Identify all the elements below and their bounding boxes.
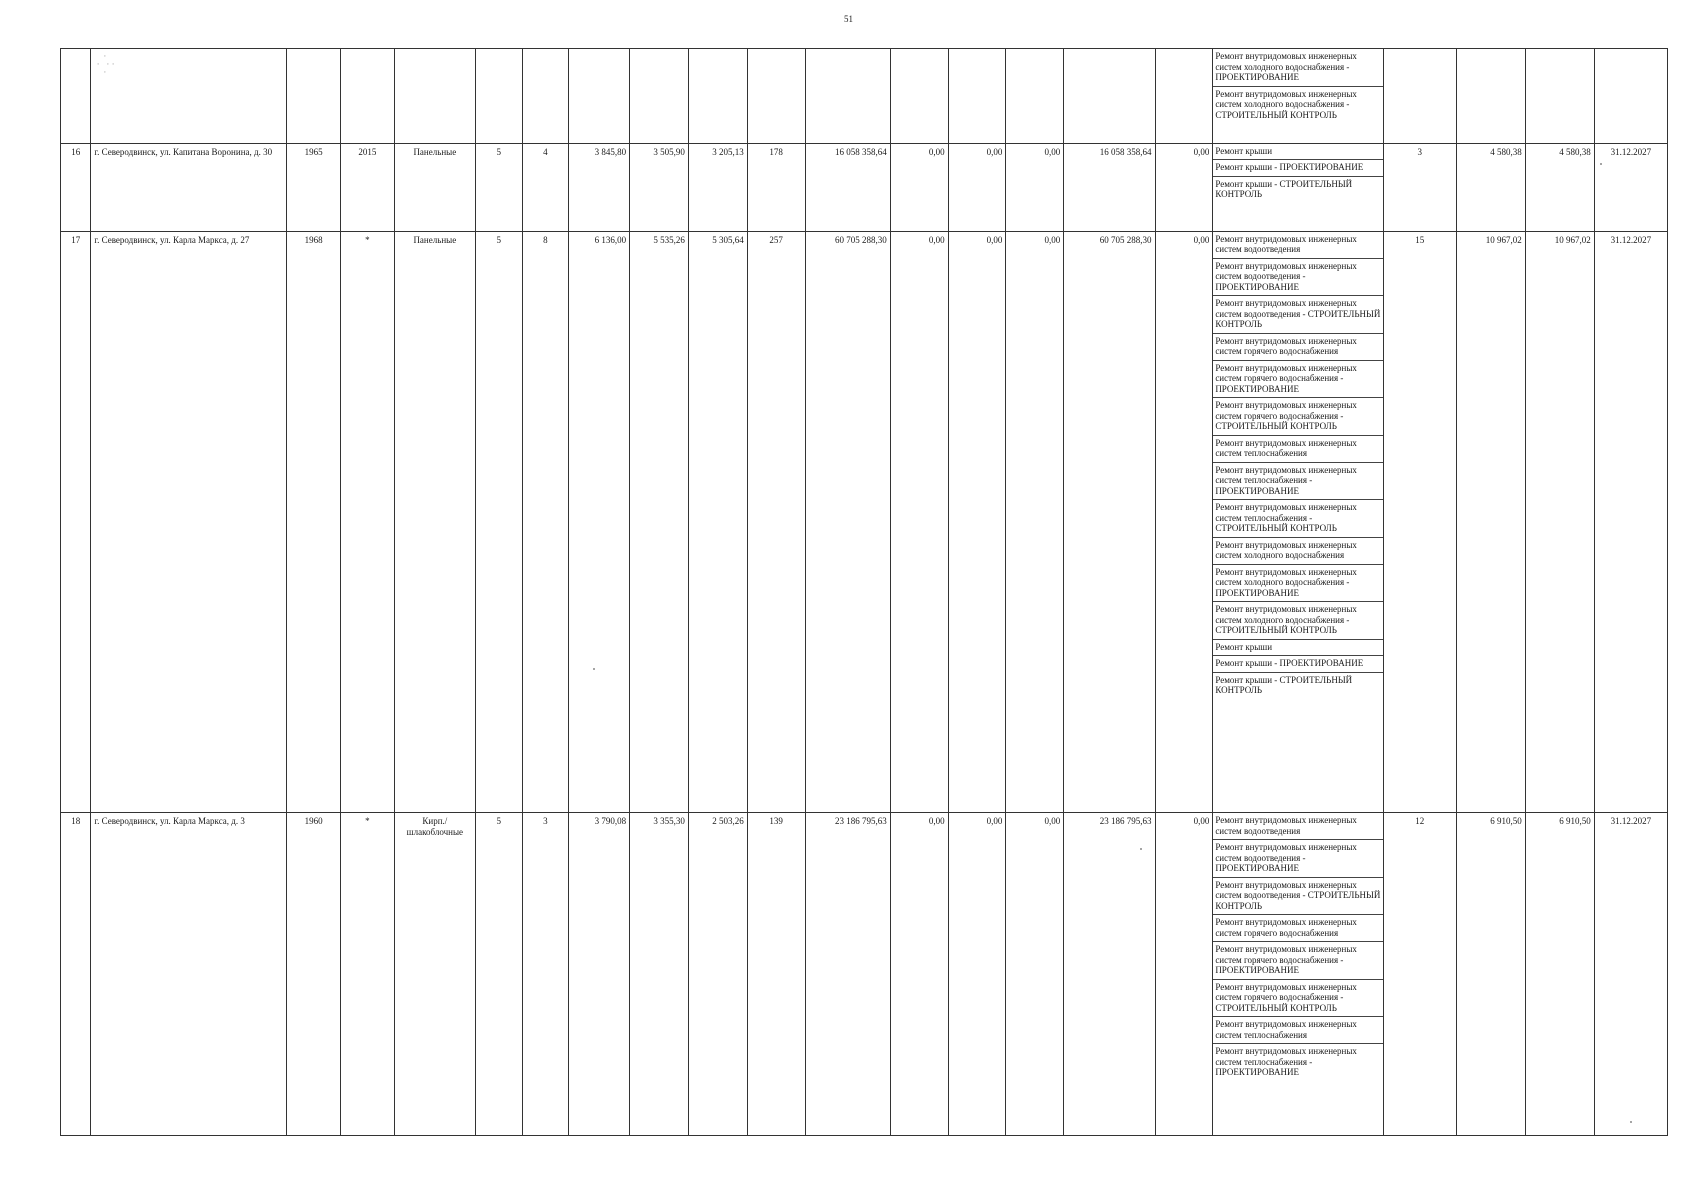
cost-total-cell: 23 186 795,63	[805, 813, 890, 1136]
address-cell: г. Северодвинск, ул. Карла Маркса, д. 27	[91, 231, 287, 813]
fund-local-cell: 0,00	[1006, 813, 1064, 1136]
work-item: Ремонт внутридомовых инженерных систем водоотведения - ПРОЕКТИРОВАНИЕ	[1213, 259, 1382, 297]
work-item: Ремонт внутридомовых инженерных систем теплоснабжения - ПРОЕКТИРОВАНИЕ	[1213, 463, 1382, 501]
max-unit-cost-cell: 4 580,38	[1525, 143, 1594, 231]
year-built-cell: 1960	[287, 813, 341, 1136]
work-item: Ремонт внутридомовых инженерных систем горячего водоснабжения - ПРОЕКТИРОВАНИЕ	[1213, 942, 1382, 980]
work-item: Ремонт внутридомовых инженерных систем холодного водоснабжения - СТРОИТЕЛЬНЫЙ КОНТРОЛЬ	[1213, 602, 1382, 640]
year-built-cell: 1965	[287, 143, 341, 231]
entrances-cell: 4	[522, 143, 569, 231]
scan-dot	[1600, 163, 1602, 165]
fund-region-cell: 0,00	[948, 813, 1006, 1136]
year-built-cell: 1968	[287, 231, 341, 813]
area-premises-cell: 5 535,26	[630, 231, 689, 813]
table-row	[61, 813, 1668, 1136]
work-item: Ремонт внутридомовых инженерных систем горячего водоснабжения	[1213, 915, 1382, 942]
wall-material-cell: Панельные	[394, 143, 475, 231]
continuation-row	[61, 49, 1668, 144]
area-residential-cell: 2 503,26	[688, 813, 747, 1136]
work-item: Ремонт внутридомовых инженерных систем теплоснабжения	[1213, 1017, 1382, 1044]
fund-owners-cell: 23 186 795,63	[1064, 813, 1155, 1136]
works-cell	[1213, 143, 1383, 231]
work-item: Ремонт внутридомовых инженерных систем водоотведения	[1213, 813, 1382, 840]
deadline-cell: 31.12.2027	[1594, 143, 1667, 231]
cost-total-cell: 60 705 288,30	[805, 231, 890, 813]
cont-works-cell	[1213, 49, 1383, 144]
area-premises-cell: 3 355,30	[630, 813, 689, 1136]
entrances-cell: 3	[522, 813, 569, 1136]
work-item: Ремонт внутридомовых инженерных систем теплоснабжения - СТРОИТЕЛЬНЫЙ КОНТРОЛЬ	[1213, 500, 1382, 538]
address-cell: г. Северодвинск, ул. Капитана Воронина, д. 30	[91, 143, 287, 231]
area-premises-cell: 3 505,90	[630, 143, 689, 231]
max-unit-cost-cell: 6 910,50	[1525, 813, 1594, 1136]
priority-cell: 15	[1383, 231, 1456, 813]
work-item: Ремонт крыши	[1213, 640, 1382, 657]
fund-region-cell: 0,00	[948, 143, 1006, 231]
cont-num-cell	[61, 49, 91, 144]
unit-cost-cell: 10 967,02	[1456, 231, 1525, 813]
entrances-cell: 8	[522, 231, 569, 813]
work-item: Ремонт крыши	[1213, 144, 1382, 161]
works-list	[1213, 232, 1382, 699]
scan-dot	[1630, 1121, 1632, 1123]
fund-fsr-cell: 0,00	[890, 143, 948, 231]
unit-cost-cell: 4 580,38	[1456, 143, 1525, 231]
scan-dot	[593, 668, 595, 670]
year-overhaul-cell: 2015	[340, 143, 394, 231]
fund-other-cell: 0,00	[1155, 813, 1213, 1136]
wall-material-cell: Панельные	[394, 231, 475, 813]
work-item: Ремонт крыши - ПРОЕКТИРОВАНИЕ	[1213, 160, 1382, 177]
works-list	[1213, 144, 1382, 203]
work-item: Ремонт внутридомовых инженерных систем теплоснабжения - ПРОЕКТИРОВАНИЕ	[1215, 1046, 1357, 1078]
work-item: Ремонт внутридомовых инженерных систем холодного водоснабжения - ПРОЕКТИРОВАНИЕ	[1213, 49, 1382, 87]
work-item: Ремонт внутридомовых инженерных систем холодного водоснабжения	[1213, 538, 1382, 565]
works-cell	[1213, 231, 1383, 813]
work-item: Ремонт крыши - СТРОИТЕЛЬНЫЙ КОНТРОЛЬ	[1215, 178, 1353, 200]
area-total-cell: 3 845,80	[569, 143, 630, 231]
work-item: Ремонт внутридомовых инженерных систем водоотведения	[1213, 232, 1382, 259]
work-item: Ремонт внутридомовых инженерных систем горячего водоснабжения - СТРОИТЕЛЬНЫЙ КОНТРОЛЬ	[1213, 980, 1382, 1018]
priority-cell: 12	[1383, 813, 1456, 1136]
work-item: Ремонт внутридомовых инженерных систем водоотведения - СТРОИТЕЛЬНЫЙ КОНТРОЛЬ	[1213, 296, 1382, 334]
priority-cell: 3	[1383, 143, 1456, 231]
floors-cell: 5	[475, 143, 522, 231]
scan-dot	[1140, 848, 1142, 850]
area-total-cell: 6 136,00	[569, 231, 630, 813]
fund-fsr-cell: 0,00	[890, 231, 948, 813]
works-cell	[1213, 813, 1383, 1136]
year-overhaul-cell: *	[340, 231, 394, 813]
work-item: Ремонт внутридомовых инженерных систем горячего водоснабжения - ПРОЕКТИРОВАНИЕ	[1213, 361, 1382, 399]
fund-local-cell: 0,00	[1006, 231, 1064, 813]
fund-other-cell: 0,00	[1155, 231, 1213, 813]
cont-address-cell	[91, 49, 287, 144]
fund-owners-cell: 60 705 288,30	[1064, 231, 1155, 813]
works-list	[1213, 813, 1382, 1081]
row-number: 18	[61, 813, 91, 1136]
work-item: Ремонт внутридомовых инженерных систем водоотведения - ПРОЕКТИРОВАНИЕ	[1213, 840, 1382, 878]
residents-cell: 178	[747, 143, 805, 231]
row-number: 16	[61, 143, 91, 231]
table-row	[61, 231, 1668, 813]
residents-cell: 139	[747, 813, 805, 1136]
work-item: Ремонт внутридомовых инженерных систем горячего водоснабжения	[1213, 334, 1382, 361]
address-cell: г. Северодвинск, ул. Карла Маркса, д. 3	[91, 813, 287, 1136]
fund-fsr-cell: 0,00	[890, 813, 948, 1136]
page-number: 51	[844, 14, 853, 24]
cont-works-list	[1213, 49, 1382, 123]
area-residential-cell: 3 205,13	[688, 143, 747, 231]
work-item: Ремонт внутридомовых инженерных систем холодного водоснабжения - СТРОИТЕЛЬНЫЙ КОНТРОЛЬ	[1215, 88, 1357, 120]
deadline-cell: 31.12.2027	[1594, 813, 1667, 1136]
work-item: Ремонт крыши - СТРОИТЕЛЬНЫЙ КОНТРОЛЬ	[1215, 674, 1353, 696]
floors-cell: 5	[475, 813, 522, 1136]
fund-other-cell: 0,00	[1155, 143, 1213, 231]
work-item: Ремонт внутридомовых инженерных систем водоотведения - СТРОИТЕЛЬНЫЙ КОНТРОЛЬ	[1213, 878, 1382, 916]
year-overhaul-cell: *	[340, 813, 394, 1136]
work-item: Ремонт внутридомовых инженерных систем холодного водоснабжения - ПРОЕКТИРОВАНИЕ	[1213, 565, 1382, 603]
work-item: Ремонт внутридомовых инженерных систем теплоснабжения	[1213, 436, 1382, 463]
deadline-cell: 31.12.2027	[1594, 231, 1667, 813]
max-unit-cost-cell: 10 967,02	[1525, 231, 1594, 813]
area-residential-cell: 5 305,64	[688, 231, 747, 813]
floors-cell: 5	[475, 231, 522, 813]
work-item: Ремонт внутридомовых инженерных систем горячего водоснабжения - СТРОИТЕЛЬНЫЙ КОНТРОЛЬ	[1213, 398, 1382, 436]
row-number: 17	[61, 231, 91, 813]
residents-cell: 257	[747, 231, 805, 813]
overhaul-program-table	[60, 48, 1668, 1136]
scan-smudge: · · · · ·	[94, 51, 115, 77]
table-row	[61, 143, 1668, 231]
fund-region-cell: 0,00	[948, 231, 1006, 813]
area-total-cell: 3 790,08	[569, 813, 630, 1136]
cost-total-cell: 16 058 358,64	[805, 143, 890, 231]
fund-local-cell: 0,00	[1006, 143, 1064, 231]
unit-cost-cell: 6 910,50	[1456, 813, 1525, 1136]
work-item: Ремонт крыши - ПРОЕКТИРОВАНИЕ	[1213, 656, 1382, 673]
wall-material-cell: Кирп./шлакоблочные	[394, 813, 475, 1136]
fund-owners-cell: 16 058 358,64	[1064, 143, 1155, 231]
